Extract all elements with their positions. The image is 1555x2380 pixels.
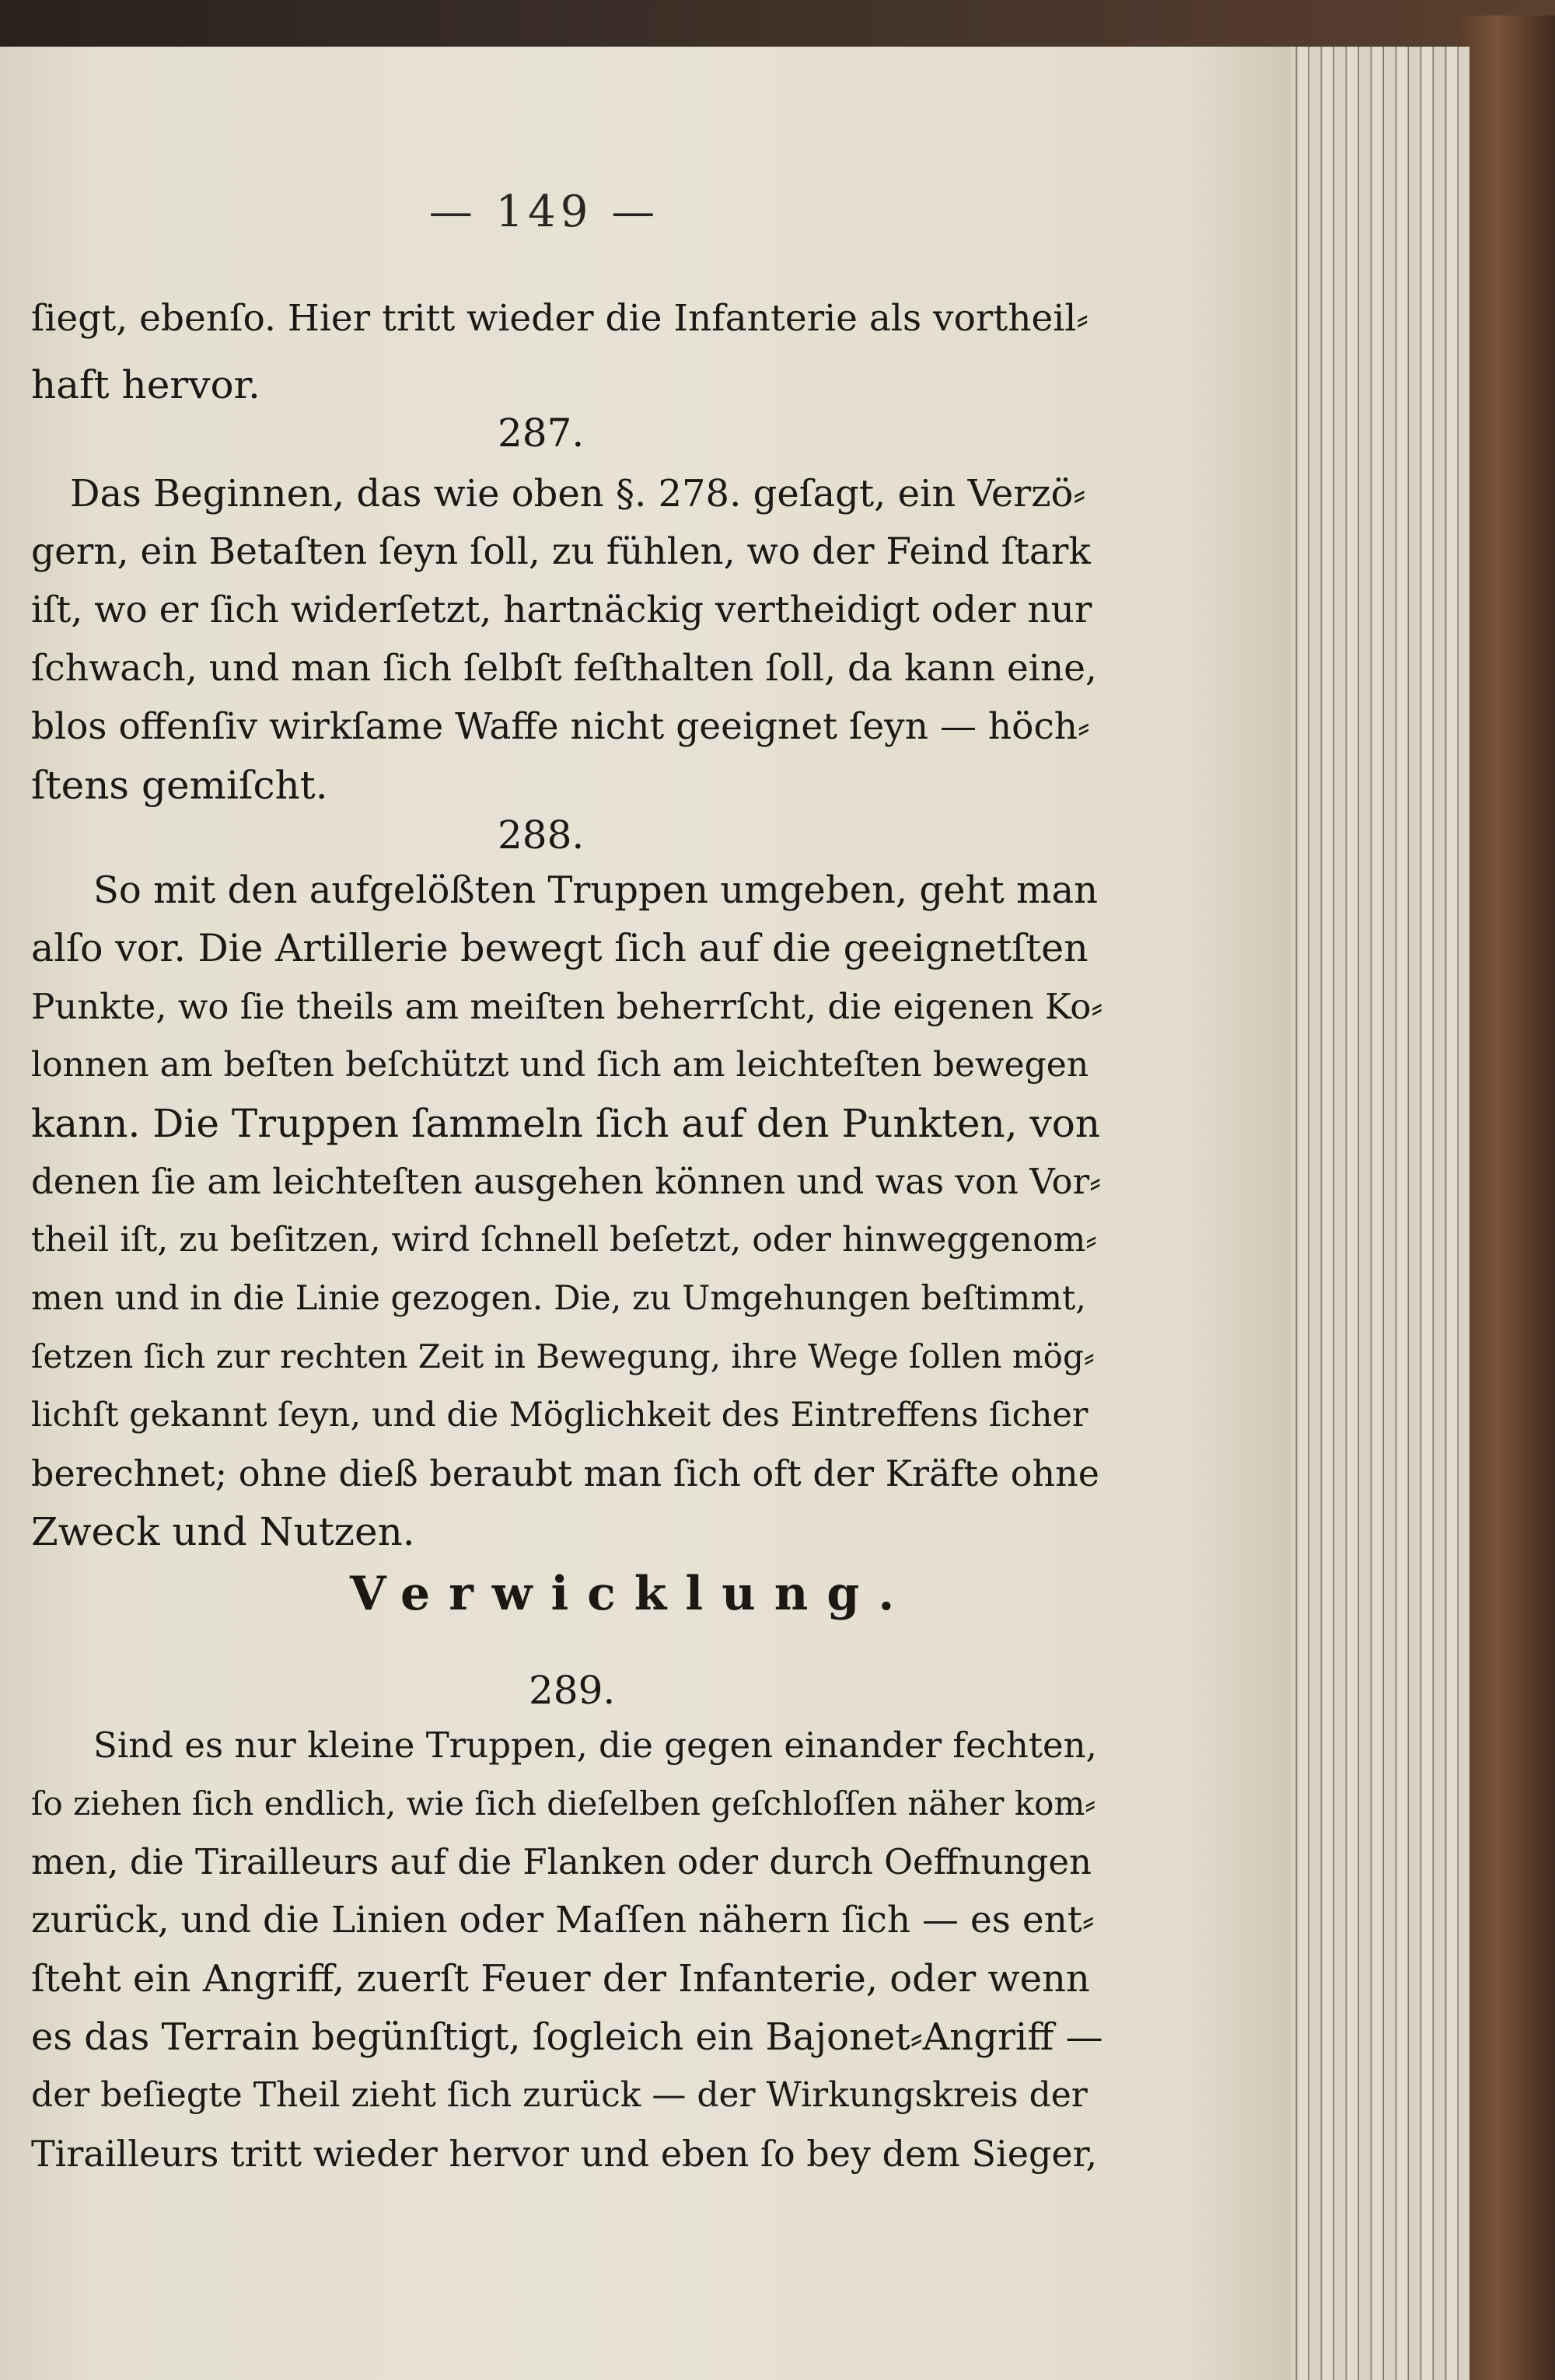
text-line: ſetzen ſich zur rechten Zeit in Bewegung, ihre Wege ſollen mög⸗ (31, 1337, 1095, 1375)
text-line: Das Beginnen, das wie oben §. 278. geſagt, ein Verzö⸗ (70, 472, 1086, 515)
text-line: es das Terrain begünſtigt, ſogleich ein Bajonet⸗Angriff — (31, 2015, 1103, 2059)
text-line: Sind es nur kleine Truppen, die gegen einander fechten, (93, 1725, 1097, 1766)
text-line: berechnet; ohne dieß beraubt man ſich oft der Kräfte ohne (31, 1452, 1099, 1494)
leather-binding-edge (1462, 16, 1555, 2380)
text-line: So mit den aufgelößten Truppen umgeben, geht man (93, 868, 1099, 912)
text-line: theil iſt, zu beſitzen, wird ſchnell beſetzt, oder hinweggenom⸗ (31, 1220, 1097, 1260)
text-line: lonnen am beſten beſchützt und ſich am leichteſten bewegen (31, 1045, 1089, 1085)
text-line: zurück, und die Linien oder Maſſen nähern ſich — es ent⸗ (31, 1899, 1095, 1941)
text-line: kann. Die Truppen ſammeln ſich auf den Punkten, von (31, 1101, 1101, 1146)
section-number: 289. (529, 1668, 616, 1713)
text-line: denen ſie am leichteſten ausgehen können und was von Vor⸗ (31, 1161, 1102, 1202)
page-number: — 149 — (428, 187, 660, 237)
text-line: blos offenſiv wirkſame Waffe nicht geeignet ſeyn — höch⸗ (31, 705, 1090, 748)
page-stack-edges (1260, 47, 1469, 2380)
text-line: ſchwach, und man ſich ſelbſt feſthalten ſoll, da kann eine, (31, 647, 1097, 690)
text-line: Zweck und Nutzen. (31, 1509, 415, 1554)
text-line: ſtens gemiſcht. (31, 763, 328, 808)
text-line: haft hervor. (31, 362, 260, 407)
text-line: men, die Tirailleurs auf die Flanken oder durch Oeffnungen (31, 1841, 1092, 1882)
text-line: ſteht ein Angriff, zuerſt Feuer der Infanterie, oder wenn (31, 1957, 1090, 2001)
text-line: ſo ziehen ſich endlich, wie ſich dieſelben geſchloſſen näher kom⸗ (31, 1784, 1096, 1823)
text-line: der beſiegte Theil zieht ſich zurück — der Wirkungskreis der (31, 2075, 1088, 2115)
text-line: Punkte, wo ſie theils am meiſten beherrſcht, die eigenen Ko⸗ (31, 986, 1103, 1027)
chapter-heading: Verwicklung. (350, 1567, 914, 1621)
section-number: 288. (498, 813, 585, 858)
text-line: men und in die Linie gezogen. Die, zu Umgehungen beſtimmt, (31, 1279, 1086, 1318)
text-line: gern, ein Betaſten ſeyn ſoll, zu fühlen, wo der Feind ſtark (31, 530, 1091, 573)
section-number: 287. (498, 411, 585, 456)
text-line: iſt, wo er ſich widerſetzt, hartnäckig vertheidigt oder nur (31, 589, 1092, 631)
text-line: alſo vor. Die Artillerie bewegt ſich auf die geeignetſten (31, 926, 1088, 970)
text-line: ſiegt, ebenſo. Hier tritt wieder die Infanterie als vortheil⸗ (31, 297, 1089, 340)
text-line: Tirailleurs tritt wieder hervor und eben ſo bey dem Sieger, (31, 2133, 1098, 2175)
text-line: lichſt gekannt ſeyn, und die Möglichkeit des Eintreffens ſicher (31, 1396, 1088, 1435)
